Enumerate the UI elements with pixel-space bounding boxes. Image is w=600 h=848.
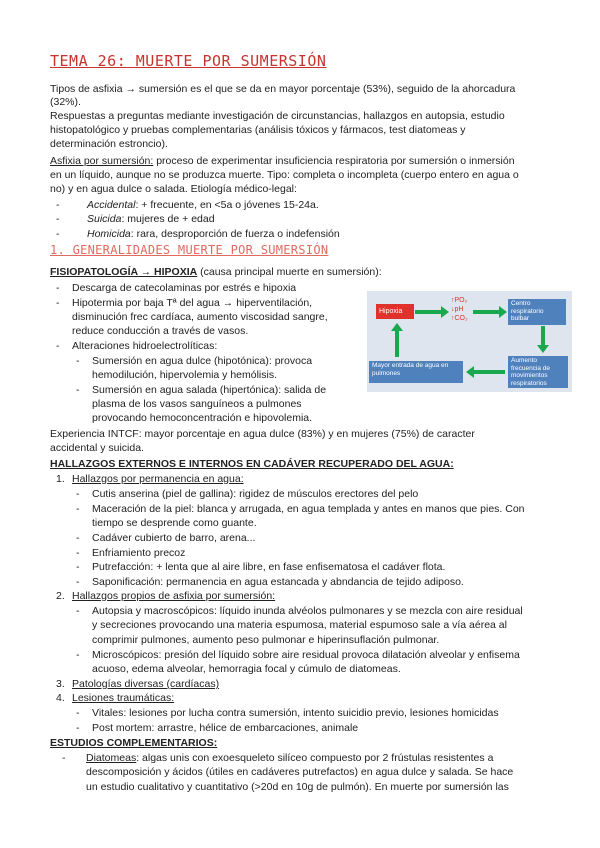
bullet: - <box>76 355 80 367</box>
arrow-head-icon <box>537 345 549 353</box>
arrow-down-icon <box>541 326 545 346</box>
bullet: - <box>76 722 80 734</box>
list-item: disminución frec cardíaca, aumento viscosidad sangre, <box>72 311 328 323</box>
arrow-up-icon <box>395 329 399 357</box>
bullet: - <box>76 649 80 661</box>
list-item: Descarga de catecolaminas por estrés e hipoxia <box>72 282 297 294</box>
section-heading: 1. GENERALIDADES MUERTE POR SUMERSIÓN <box>50 243 329 257</box>
list-number: 1. <box>56 473 65 485</box>
etiology-label: Suicida <box>87 213 122 225</box>
list-item: reduce conducción a través de vasos. <box>72 325 249 337</box>
fisio-label: FISIOPATOLOGÍA → HIPOXIA <box>50 266 198 278</box>
sub-item: Cutis anserina (piel de gallina): rigidez de músculos erectores del pelo <box>92 488 419 500</box>
hallazgo-title: Hallazgos por permanencia en agua: <box>72 473 244 485</box>
hallazgos-heading: HALLAZGOS EXTERNOS E INTERNOS EN CADÁVER RECUPERADO DEL AGUA: <box>50 458 454 470</box>
bullet: - <box>56 282 60 294</box>
intro-line: histopatológico y pruebas complementarias (análisis tóxicos y fármacos, test diatomeas y <box>50 124 466 136</box>
bullet: - <box>76 488 80 500</box>
sub-item: acuoso, edema alveolar, hemorragia focal y cúmulo de diatomeas. <box>92 663 401 675</box>
bullet: - <box>76 576 80 588</box>
estudios-line <box>86 752 493 765</box>
bullet: - <box>56 228 60 240</box>
sub-item: Enfriamiento precoz <box>92 547 186 559</box>
arrow-head-icon <box>391 323 403 331</box>
estudios-line: descomposición y ácidos (útiles en cadáveres putrefactos) en agua dulce y salada. Se hace <box>86 766 514 778</box>
estudios-heading: ESTUDIOS COMPLEMENTARIOS: <box>50 737 218 749</box>
bullet: - <box>56 297 60 309</box>
sub-item: Cadáver cubierto de barro, arena... <box>92 532 256 544</box>
list-item: Alteraciones hidroelectrolíticas: <box>72 340 218 352</box>
bullet: - <box>76 707 80 719</box>
hallazgo-title: Hallazgos propios de asfixia por sumersión: <box>72 590 276 602</box>
definition-text: proceso de experimentar insuficiencia respiratoria por sumersión o inmersión <box>153 155 515 167</box>
bullet: - <box>76 561 80 573</box>
sub-item: plasma de los vasos sanguíneos a pulmones <box>92 398 302 410</box>
etiology-text: : rara, desproporción de fuerza o indefensión <box>130 228 340 240</box>
sub-item: Sumersión en agua dulce (hipotónica): provoca <box>92 355 313 367</box>
etiology-text: : + frecuente, en <5a o jóvenes 15-24a. <box>135 199 319 211</box>
hallazgo-title: Patologías diversas (cardíacas) <box>72 678 220 690</box>
estudios-line: un estudio cualitativo y cuantitativo (>20d en 10g de pulmón). En muerte por sumersión las <box>86 781 509 793</box>
definition-label: Asfixia por sumersión: <box>50 155 154 167</box>
fisio-text: (causa principal muerte en sumersión): <box>197 266 382 278</box>
gas-po2: ↑PO₂ <box>451 297 468 304</box>
bullet: - <box>76 547 80 559</box>
etiology-text: : mujeres de + edad <box>121 213 215 225</box>
hallazgo-title: Lesiones traumáticas: <box>72 692 175 704</box>
bullet: - <box>76 384 80 396</box>
sub-item: y secreciones provocando una materia espumosa, material espumoso sale a vía aérea al <box>92 619 507 631</box>
list-number: 2. <box>56 590 65 602</box>
arrow-left-icon <box>472 370 505 374</box>
centro-box: Centro respiratorio bulbar <box>508 299 566 325</box>
gas-co2: ↑CO₂ <box>451 315 468 322</box>
arrow-right-icon <box>473 310 501 314</box>
mayor-box: Mayor entrada de agua en pulmones <box>369 361 463 383</box>
arrow-head-icon <box>499 306 507 318</box>
page-title: TEMA 26: MUERTE POR SUMERSIÓN <box>50 52 327 70</box>
arrow-head-icon <box>466 366 474 378</box>
etiology-label: Accidental <box>87 199 136 211</box>
sub-item: Saponificación: permanencia en agua estancada y abndancia de tejido adiposo. <box>92 576 464 588</box>
hypoxia-diagram <box>367 291 572 392</box>
intro-line: (32%). <box>50 96 81 108</box>
sub-item: Post mortem: arrastre, hélice de embarcaciones, animale <box>92 722 359 734</box>
estudios-text: : algas unis con exoesqueleto silíceo compuesto por 2 frústulas resistentes a <box>136 752 494 764</box>
list-number: 4. <box>56 692 65 704</box>
bullet: - <box>56 213 60 225</box>
list-number: 3. <box>56 678 65 690</box>
sub-item: Putrefacción: + lenta que al aire libre, en fase enfisematosa el cadáver flota. <box>92 561 446 573</box>
sub-item: hemodilución, hipervolemia y hemólisis. <box>92 369 278 381</box>
hipoxia-box: Hipoxia <box>376 304 414 319</box>
sub-item: Maceración de la piel: blanca y arrugada, en agua templada y antes en manos que pies. Con <box>92 503 525 515</box>
diatomeas-label: Diatomeas <box>86 752 137 764</box>
definition-line: en un líquido, aunque no se produzca muerte. Tipo: completa o incompleta (cuerpo entero en agua o <box>50 169 519 181</box>
gas-list <box>451 296 468 323</box>
sub-item: Autopsia y macroscópicos: líquido inunda alvéolos pulmonares y se mezcla con aire residual <box>92 605 523 617</box>
intro-line: Tipos de asfixia → sumersión es el que se da en mayor porcentaje (53%), seguido de la ahorcadura <box>50 83 516 95</box>
experiencia-line: Experiencia INTCF: mayor porcentaje en agua dulce (83%) y en mujeres (75%) de caracter <box>50 428 475 440</box>
experiencia-line: accidental y suicida. <box>50 442 144 454</box>
aumento-box: Aumento frecuencia de movimientos respiratorios <box>508 356 568 388</box>
intro-line: Respuestas a preguntas mediante investigación de circunstancias, hallazgos en autopsia, estudio <box>50 110 505 122</box>
arrow-head-icon <box>441 306 449 318</box>
list-item: Hipotermia por baja Tª del agua → hiperventilación, <box>72 297 313 309</box>
intro-line: determinación estroncio). <box>50 138 168 150</box>
bullet: - <box>62 752 66 764</box>
bullet: - <box>56 340 60 352</box>
sub-item: comprimir pulmones, aumento peso pulmonar e hiperinsuflación pulmonar. <box>92 634 440 646</box>
sub-item: Sumersión en agua salada (hipertónica): salida de <box>92 384 327 396</box>
etiology-item <box>87 228 340 241</box>
fisio-line <box>50 266 382 279</box>
sub-item: tiempo se desprende como guante. <box>92 517 257 529</box>
sub-item: provocando hemoconcentración e hipovolemia. <box>92 412 313 424</box>
sub-item: Microscópicos: presión del líquido sobre aire residual provoca dilatación alveolar y enfisema <box>92 649 520 661</box>
etiology-item <box>87 199 319 212</box>
definition-line <box>50 155 515 168</box>
bullet: - <box>76 503 80 515</box>
etiology-label: Homicida <box>87 228 131 240</box>
sub-item: Vitales: lesiones por lucha contra sumersión, intento suicidio previo, lesiones homicidas <box>92 707 499 719</box>
bullet: - <box>76 532 80 544</box>
bullet: - <box>56 199 60 211</box>
etiology-item <box>87 213 215 226</box>
bullet: - <box>76 605 80 617</box>
gas-ph: ↓pH <box>451 306 464 313</box>
definition-line: no) y en agua dulce o salada. Etiología médico-legal: <box>50 183 297 195</box>
